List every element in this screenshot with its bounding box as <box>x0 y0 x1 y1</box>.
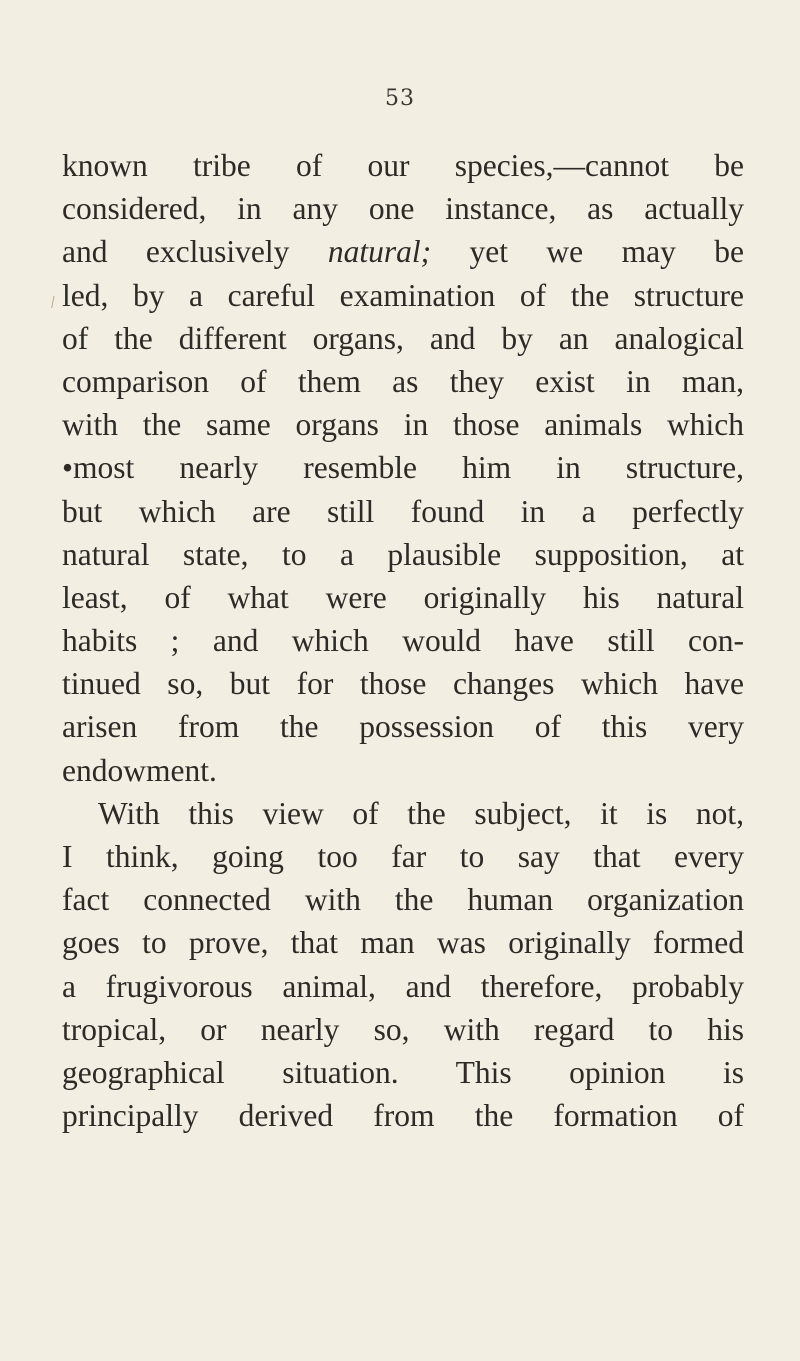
text-line: endowment. <box>62 752 217 788</box>
text-line: tinued so, but for those changes which have <box>62 666 744 702</box>
text-line: but which are still found in a perfectly <box>62 493 744 529</box>
text-segment: and exclusively <box>62 234 328 270</box>
text-line: natural state, to a plausible supposition, at <box>62 536 744 572</box>
text-segment: yet we may be <box>431 234 744 270</box>
text-line <box>62 230 744 273</box>
text-line: arisen from the possession of this very <box>62 709 744 745</box>
paragraph-2 <box>62 792 744 1138</box>
stray-ink-mark: ⁄ <box>49 295 58 311</box>
text-line: habits ; and which would have still con- <box>62 623 744 659</box>
text-line: known tribe of our species,—cannot be <box>62 148 744 183</box>
text-line: With this view of the subject, it is not, <box>98 795 744 831</box>
italic-word: natural; <box>327 234 432 270</box>
text-line: tropical, or nearly so, with regard to his <box>62 1011 744 1047</box>
text-line: least, of what were originally his natural <box>62 579 744 615</box>
text-line: I think, going too far to say that every <box>62 839 744 874</box>
text-line: of the different organs, and by an analogical <box>62 320 744 356</box>
text-line: a frugivorous animal, and therefore, probably <box>62 968 744 1004</box>
page-number: 53 <box>385 86 415 111</box>
text-line: considered, in any one instance, as actually <box>62 191 744 227</box>
text-line: goes to prove, that man was originally formed <box>62 925 744 961</box>
paragraph-1 <box>62 144 744 792</box>
text-line: geographical situation. This opinion is <box>62 1054 744 1090</box>
text-line: led, by a careful examination of the structure <box>62 277 744 313</box>
text-line: fact connected with the human organization <box>62 882 744 918</box>
text-line: with the same organs in those animals which <box>62 407 744 443</box>
text-line: comparison of them as they exist in man, <box>62 363 744 399</box>
text-line: principally derived from the formation of <box>62 1098 744 1134</box>
body-text <box>62 144 744 1137</box>
text-line: •most nearly resemble him in structure, <box>62 450 744 486</box>
